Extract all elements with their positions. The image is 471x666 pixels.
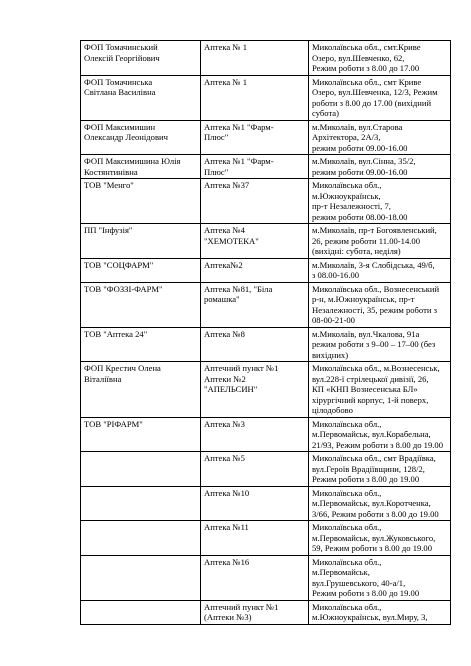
address-cell: Миколаївська обл., м.Первомайськ, вул.Грушевського, 40-а/1, Режим роботи з 8.00 до 19.00 xyxy=(309,555,451,600)
owner-cell: ФОП Томачинський Олексій Георгійович xyxy=(81,41,201,76)
address-cell: м.Миколаїв, вул.Сінна, 35/2, режим роботи 09.00-16.00 xyxy=(309,155,451,179)
owner-cell: ТОВ "ФОЗЗІ-ФАРМ" xyxy=(81,282,201,327)
pharmacy-cell: Аптека №3 xyxy=(201,417,309,452)
table-row xyxy=(81,486,451,521)
pharmacy-cell: Аптечний пункт №1 Аптеки №2 "АПЕЛЬСИН" xyxy=(201,362,309,418)
table-row xyxy=(81,224,451,259)
pharmacy-cell: Аптека №37 xyxy=(201,179,309,224)
address-cell: Миколаївська обл., м.Первомайськ, вул.Жуковського, 59, Режим роботи з 8.00 до 19.00 xyxy=(309,521,451,556)
table-row xyxy=(81,179,451,224)
owner-cell: ТОВ "СОЦФАРМ" xyxy=(81,258,201,282)
table-row xyxy=(81,282,451,327)
owner-cell: ФОП Максимишина Юлія Костянтинівна xyxy=(81,155,201,179)
address-cell: Миколаївська обл., смт Криве Озеро, вул.Шевченка, 12/3, Режим роботи з 8.00 до 17.00 (вихідний субота) xyxy=(309,75,451,120)
pharmacy-cell: Аптека №10 xyxy=(201,486,309,521)
table-row xyxy=(81,327,451,362)
pharmacy-cell: Аптека №1 "Фарм- Плюс" xyxy=(201,120,309,155)
owner-cell xyxy=(81,600,201,624)
pharmacy-cell: Аптека №81, "Біла ромашка" xyxy=(201,282,309,327)
owner-cell xyxy=(81,452,201,487)
pharmacy-cell: Аптека №8 xyxy=(201,327,309,362)
table-row xyxy=(81,600,451,624)
pharmacy-cell: Аптека №11 xyxy=(201,521,309,556)
address-cell: Миколаївська обл., м.Южноукраїнськ, вул.Миру, 3, xyxy=(309,600,451,624)
pharmacy-cell: Аптека № 1 xyxy=(201,75,309,120)
pharmacy-cell: Аптека № 1 xyxy=(201,41,309,76)
table-row xyxy=(81,75,451,120)
owner-cell: ФОП Крестич Олена Віталіївна xyxy=(81,362,201,418)
owner-cell: ТОВ "Аптека 24" xyxy=(81,327,201,362)
address-cell: Миколаївська обл., смт Врадіївка, вул.Героїв Врадіївщини, 128/2, Режим роботи з 8.00 до 19.00 xyxy=(309,452,451,487)
table-row xyxy=(81,417,451,452)
table-row xyxy=(81,452,451,487)
table-row xyxy=(81,258,451,282)
owner-cell: ТОВ "Менго" xyxy=(81,179,201,224)
address-cell: м.Миколаїв, вул.Старова Архітектора, 2А/3, режим роботи 09.00-16.00 xyxy=(309,120,451,155)
pharmacy-cell: Аптека№2 xyxy=(201,258,309,282)
pharmacy-cell: Аптека №16 xyxy=(201,555,309,600)
address-cell: м.Миколаїв, 3-я Слобідська, 49/б, з 08.00-16.00 xyxy=(309,258,451,282)
owner-cell: ФОП Максимишин Олександр Леонідович xyxy=(81,120,201,155)
owner-cell xyxy=(81,521,201,556)
pharmacy-cell: Аптека №1 "Фарм- Плюс" xyxy=(201,155,309,179)
owner-cell: ПП "Інфузія" xyxy=(81,224,201,259)
address-cell: Миколаївська обл., м.Первомайськ, вул.Корабельна, 21/93, Режим роботи з 8.00 до 19.00 xyxy=(309,417,451,452)
address-cell: Миколаївська обл., Вознесенський р-н, м.Южноукраїнськ, пр-т Незалежності, 35, режим роботи з 08-00-21-00 xyxy=(309,282,451,327)
table-row xyxy=(81,362,451,418)
owner-cell xyxy=(81,555,201,600)
table-row xyxy=(81,521,451,556)
address-cell: Миколаївська обл., м.Вознесенськ, вул.228-ї стрілецької дивізії, 26, КП «КНП Вознесенська БЛ» хірургічний корпус, 1-й поверх, цілодобово xyxy=(309,362,451,418)
pharmacy-cell: Аптечний пункт №1 (Аптеки №3) xyxy=(201,600,309,624)
address-cell: м.Миколаїв, пр-т Богоявленський, 26, режим роботи 11.00-14.00 (вихідні: субота, неділя) xyxy=(309,224,451,259)
pharmacy-table xyxy=(80,40,451,625)
table-row xyxy=(81,155,451,179)
address-cell: Миколаївська обл., м.Первомайськ, вул.Коротченка, 3/66, Режим роботи з 8.00 до 19.00 xyxy=(309,486,451,521)
owner-cell xyxy=(81,486,201,521)
table-row xyxy=(81,555,451,600)
table-row xyxy=(81,41,451,76)
table-row xyxy=(81,120,451,155)
owner-cell: ТОВ "РІФАРМ" xyxy=(81,417,201,452)
address-cell: м.Миколаїв, вул.Чкалова, 91а режим роботи з 9–00 – 17–00 (без вихідних) xyxy=(309,327,451,362)
address-cell: Миколаївська обл., м.Южноукраїнськ, пр-т Незалежності, 7, режим роботи 08.00-18.00 xyxy=(309,179,451,224)
pharmacy-cell: Аптека №5 xyxy=(201,452,309,487)
owner-cell: ФОП Томачинська Світлана Василівна xyxy=(81,75,201,120)
pharmacy-cell: Аптека №4 "ХЕМОТЕКА" xyxy=(201,224,309,259)
address-cell: Миколаївська обл., смт.Криве Озеро, вул.Шевченко, 62, Режим роботи з 8.00 до 17.00 xyxy=(309,41,451,76)
